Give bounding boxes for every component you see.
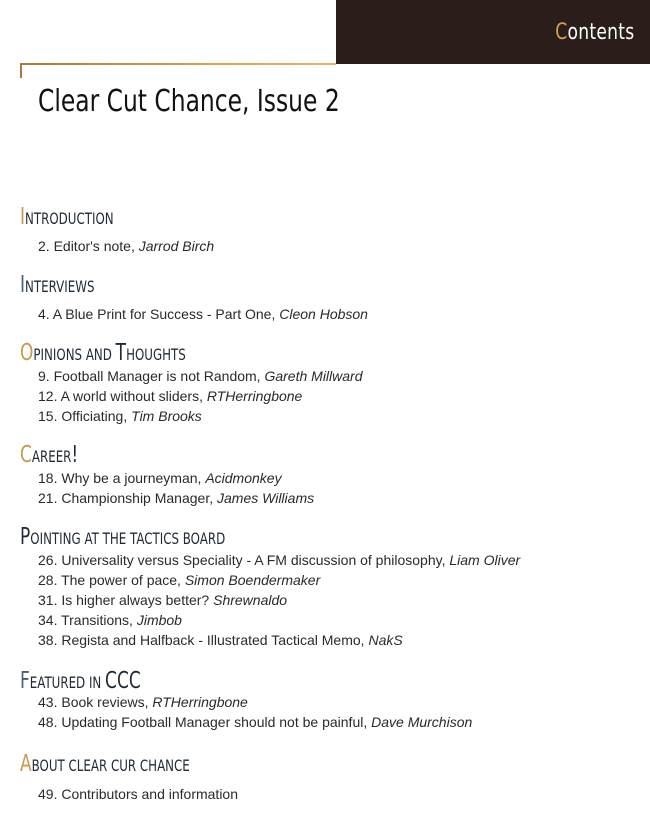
toc-entry[interactable] [38, 406, 202, 426]
toc-entry-title: 43. Book reviews, [38, 694, 153, 710]
gold-divider-tick [20, 63, 22, 78]
toc-entry-author: James Williams [217, 490, 315, 506]
toc-entry[interactable] [38, 692, 248, 712]
header-bar [336, 0, 650, 64]
section-heading-part: I [20, 204, 26, 230]
toc-entry[interactable] [38, 550, 520, 570]
toc-entry-author: Simon Boendermaker [184, 572, 321, 588]
toc-entry[interactable] [38, 236, 214, 256]
toc-entry-title: 15. Officiating, [38, 408, 132, 424]
toc-entry-title: 34. Transitions, [38, 612, 137, 628]
section-heading-part: A [20, 751, 32, 777]
toc-entry-author: Liam Oliver [449, 552, 521, 568]
section-heading-part: CCC [105, 668, 141, 694]
toc-entry-author: Jarrod Birch [138, 238, 215, 254]
section-heading [20, 668, 141, 693]
header-title [555, 20, 634, 45]
section-heading [20, 442, 78, 467]
section-heading-part: T [115, 340, 127, 366]
toc-entry-title: 2. Editor's note, [38, 238, 139, 254]
section-heading-part: NTERVIEWS [25, 277, 95, 296]
toc-entry-title: 31. Is higher always better? [38, 592, 214, 608]
toc-entry[interactable] [38, 610, 182, 630]
toc-entry-author: Dave Murchison [371, 714, 473, 730]
section-heading-part: EATURED IN [29, 673, 106, 692]
section-heading [20, 751, 190, 776]
section-heading-part: HOUGHTS [126, 345, 186, 364]
gold-divider [20, 63, 336, 65]
toc-entry-author: NakS [368, 632, 403, 648]
section-heading-part: NTRODUCTION [25, 209, 114, 228]
toc-entry[interactable] [38, 468, 282, 488]
toc-entry[interactable] [38, 386, 302, 406]
toc-entry-title: 49. Contributors and information [38, 786, 238, 802]
toc-entry[interactable] [38, 784, 238, 804]
section-heading-part: I [20, 272, 26, 298]
toc-entry[interactable] [38, 590, 287, 610]
section-heading-part: C [20, 442, 32, 468]
toc-entry-author: Tim Brooks [131, 408, 202, 424]
issue-title: Clear Cut Chance, Issue 2 [38, 84, 340, 119]
toc-entry-author: Jimbob [136, 612, 182, 628]
toc-entry[interactable] [38, 712, 472, 732]
toc-entry[interactable] [38, 488, 314, 508]
section-heading-part: BOUT CLEAR CUR CHANCE [31, 756, 190, 775]
toc-entry-author: Acidmonkey [205, 470, 282, 486]
toc-entry-author: Cleon Hobson [279, 306, 368, 322]
section-heading-part: F [20, 668, 30, 694]
toc-entry-title: 48. Updating Football Manager should not be painful, [38, 714, 372, 730]
section-heading [20, 340, 186, 365]
toc-entry-author: RTHerringbone [206, 388, 303, 404]
section-heading [20, 272, 94, 297]
section-heading-part: AREER [31, 447, 72, 466]
toc-entry[interactable] [38, 630, 403, 650]
toc-entry-author: RTHerringbone [152, 694, 248, 710]
toc-entry-title: 28. The power of pace, [38, 572, 185, 588]
section-heading-part: ! [71, 442, 79, 468]
toc-entry-title: 18. Why be a journeyman, [38, 470, 206, 486]
toc-entry-title: 12. A world without sliders, [38, 388, 207, 404]
toc-entry[interactable] [38, 570, 320, 590]
toc-entry-author: Gareth Millward [264, 368, 363, 384]
section-heading-part: OINTING AT THE TACTICS BOARD [30, 529, 226, 548]
toc-entry-title: 21. Championship Manager, [38, 490, 217, 506]
section-heading-part: O [20, 340, 34, 366]
section-heading [20, 524, 225, 549]
header-title-initial: C [554, 20, 568, 45]
section-heading [20, 204, 114, 229]
toc-entry[interactable] [38, 304, 368, 324]
toc-entry-title: 9. Football Manager is not Random, [38, 368, 265, 384]
toc-entry-title: 4. A Blue Print for Success - Part One, [38, 306, 280, 322]
section-heading-part: P [20, 524, 31, 550]
toc-entry-title: 38. Regista and Halfback - Illustrated Tactical Memo, [38, 632, 369, 648]
toc-entry[interactable] [38, 366, 363, 386]
section-heading-part: PINIONS AND [33, 345, 116, 364]
toc-entry-author: Shrewnaldo [213, 592, 288, 608]
header-title-rest: ontents [567, 20, 634, 45]
toc-entry-title: 26. Universality versus Speciality - A FM discussion of philosophy, [38, 552, 450, 568]
